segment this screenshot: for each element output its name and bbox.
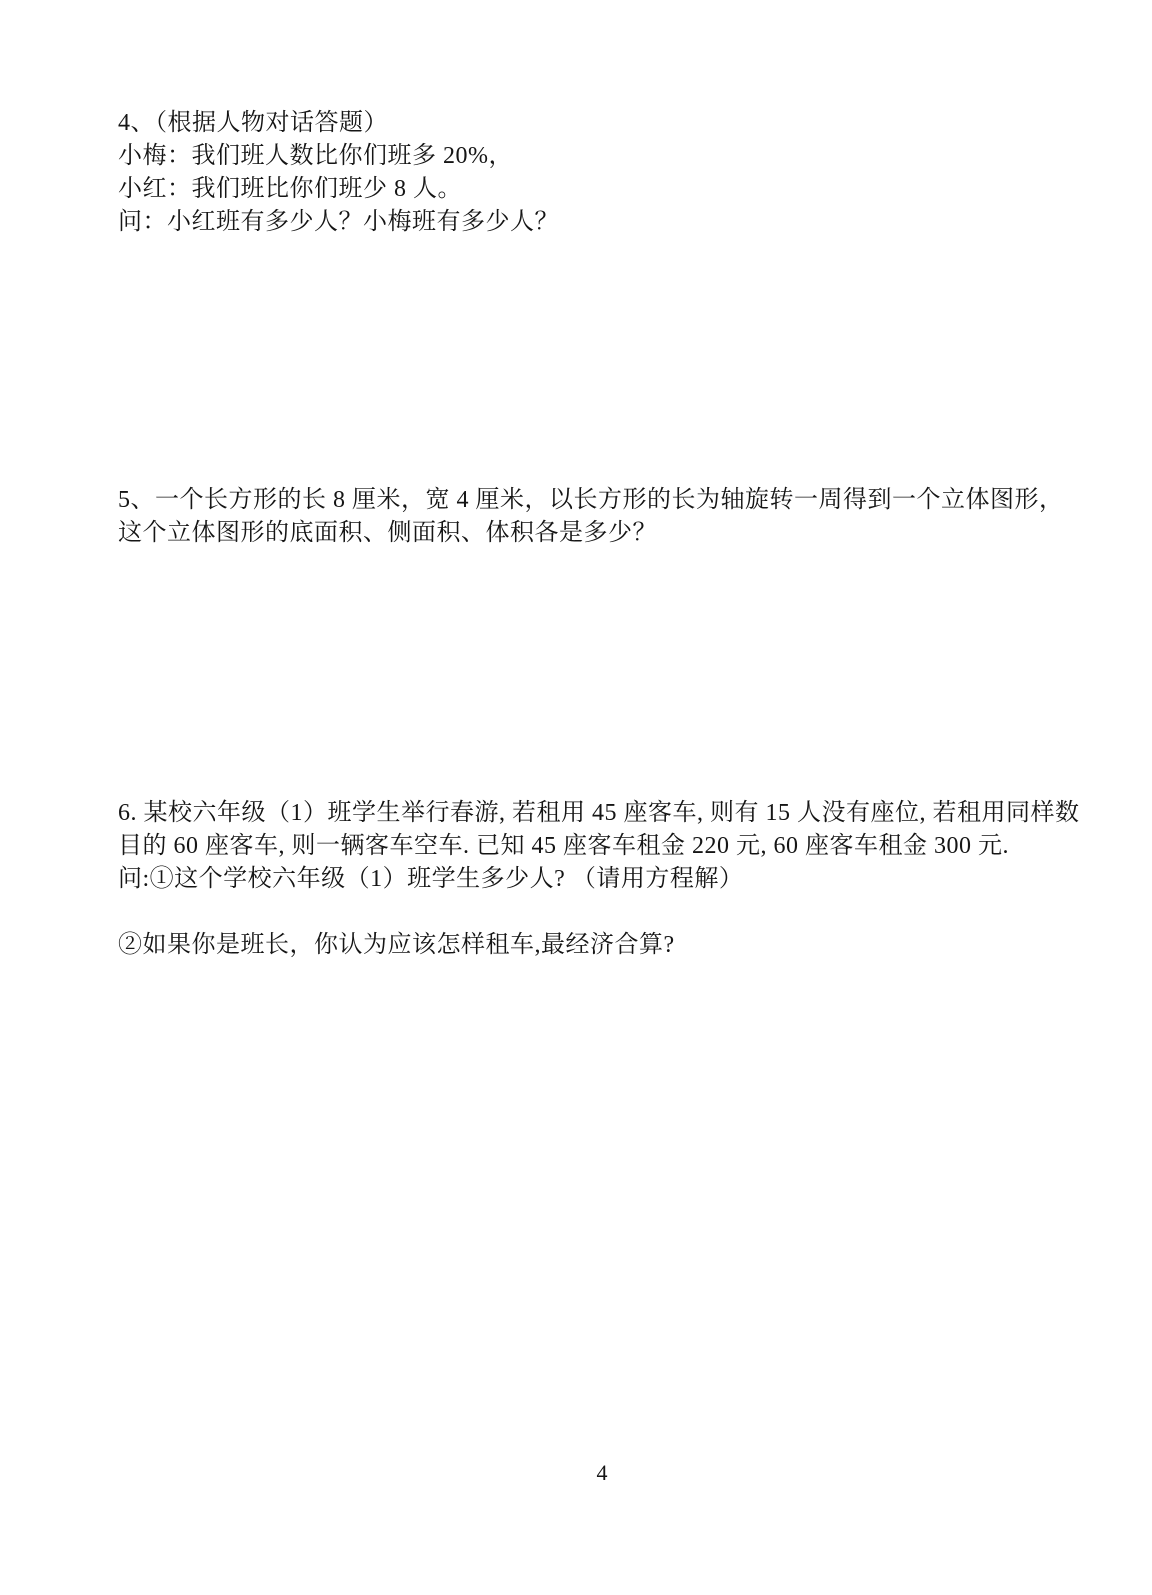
dialog-line-xiaomei: 小梅：我们班人数比你们班多 20%， [118, 143, 513, 169]
question-6-followup-block [118, 929, 1122, 962]
question-6-text-line-1: 6. 某校六年级（1）班学生举行春游, 若租用 45 座客车, 则有 15 人没有座位, 若租用同样数 [118, 800, 1080, 826]
dialog-line-xiaohong: 小红：我们班比你们班少 8 人。 [118, 176, 462, 202]
question-4-heading: 4、（根据人物对话答题） [118, 110, 388, 136]
page-number: 4 [596, 1460, 608, 1485]
question-5-text-line-1: 5、一个长方形的长 8 厘米，宽 4 厘米，以长方形的长为轴旋转一周得到一个立体图形， [118, 487, 1064, 513]
question-5-text-line-2: 这个立体图形的底面积、侧面积、体积各是多少？ [118, 520, 657, 546]
question-5-block [118, 484, 1122, 550]
question-4-block [118, 107, 1122, 239]
question-6-part2-prompt: ②如果你是班长，你认为应该怎样租车,最经济合算? [118, 932, 675, 958]
question-6-part1-prompt: 问:①这个学校六年级（1）班学生多少人? （请用方程解） [118, 866, 744, 892]
question-6-block [118, 797, 1122, 896]
question-6-text-line-2: 目的 60 座客车, 则一辆客车空车. 已知 45 座客车租金 220 元, 60 座客车租金 300 元. [118, 833, 1009, 859]
question-4-prompt: 问：小红班有多少人？小梅班有多少人？ [118, 209, 559, 235]
